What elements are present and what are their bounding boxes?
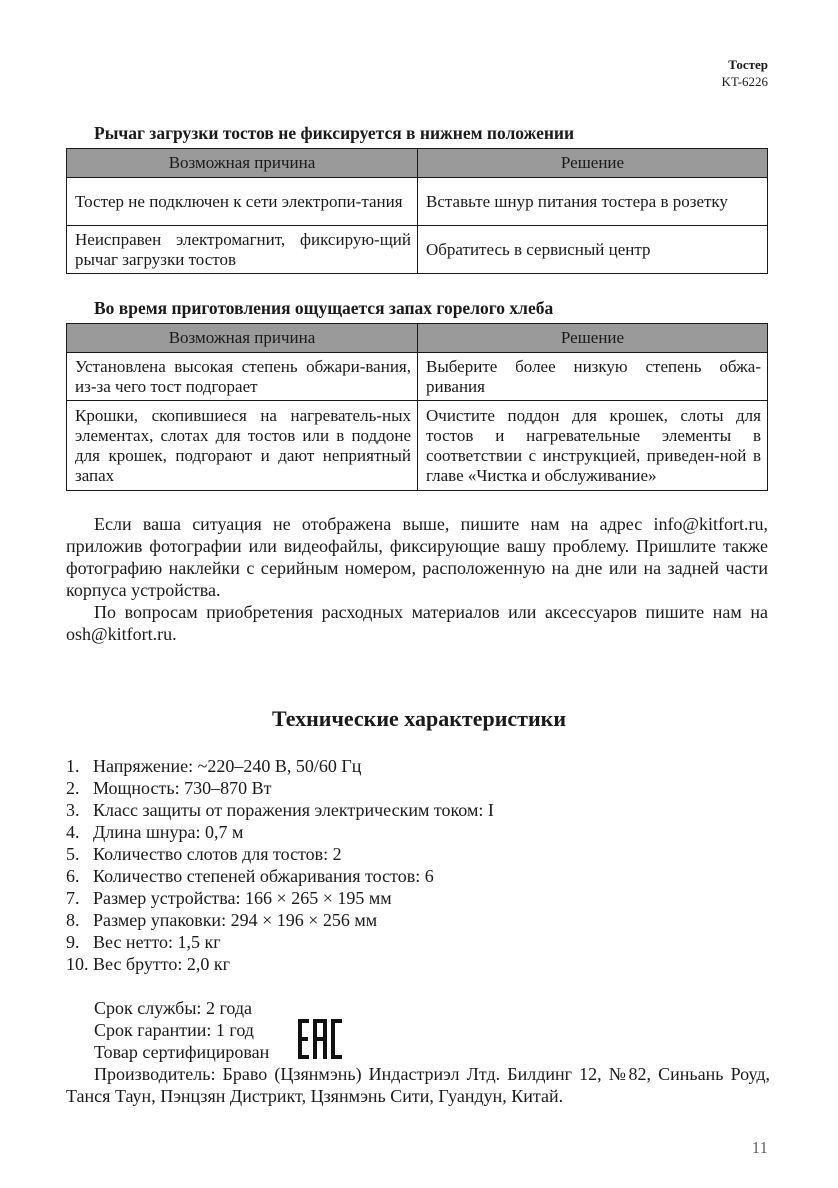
spec-item-text: Количество степеней обжаривания тостов: 6 [93, 866, 434, 886]
spec-item-number: 1. [66, 756, 80, 776]
table-row [67, 401, 768, 491]
spec-item-number: 8. [66, 910, 80, 930]
section-title-lever: Рычаг загрузки тостов не фиксируется в нижнем положении [94, 123, 575, 143]
spec-item [66, 931, 494, 953]
contact-text: Если ваша ситуация не отображена выше, пишите нам на адрес info@kitfort.ru, приложив фотографии или видеофайлы, фиксирующие вашу проблему. Пришлите также фотографию наклейки с серийным номером, расположенную на дне или на задней части корпуса устройства. [66, 514, 768, 600]
solution-cell: Вставьте шнур питания тостера в розетку [418, 178, 768, 226]
spec-item [66, 799, 494, 821]
product-name: Тостер [728, 57, 768, 72]
troubleshooting-table-smell [66, 323, 768, 491]
solution-cell: Выберите более низкую степень обжа-ривания [418, 353, 768, 401]
cause-cell: Тостер не подключен к сети электропи-тания [67, 178, 418, 226]
spec-item [66, 777, 494, 799]
spec-item [66, 953, 494, 975]
model-number: KT-6226 [721, 74, 768, 89]
spec-item-text: Напряжение: ~220–240 В, 50/60 Гц [93, 756, 362, 776]
page-header [722, 56, 768, 90]
spec-item-text: Класс защиты от поражения электрическим током: I [93, 800, 494, 820]
spec-item [66, 865, 494, 887]
spec-item-text: Вес брутто: 2,0 кг [93, 954, 230, 974]
table-row [67, 226, 768, 274]
table-header-row [67, 149, 768, 178]
eac-certification-icon [298, 1019, 342, 1059]
column-header-solution: Решение [418, 324, 768, 353]
spec-item-number: 2. [66, 778, 80, 798]
spec-item-text: Длина шнура: 0,7 м [93, 822, 244, 842]
cause-cell: Установлена высокая степень обжари-вания, из-за чего тост подгорает [67, 353, 418, 401]
spec-item-text: Размер устройства: 166 × 265 × 195 мм [93, 888, 392, 908]
service-life: Срок службы: 2 года [94, 998, 253, 1018]
accessories-text: По вопросам приобретения расходных материалов или аксессуаров пишите нам на osh@kitfort.ru. [66, 602, 768, 644]
spec-item-number: 6. [66, 866, 80, 886]
certification-text: Товар сертифицирован [94, 1042, 270, 1062]
accessories-paragraph [66, 601, 768, 645]
table-row [67, 353, 768, 401]
spec-item [66, 909, 494, 931]
spec-item-text: Вес нетто: 1,5 кг [93, 932, 221, 952]
specs-list [66, 755, 494, 975]
troubleshooting-table-lever [66, 148, 768, 274]
cause-cell: Неисправен электромагнит, фиксирую-щий рычаг загрузки тостов [67, 226, 418, 274]
column-header-cause: Возможная причина [67, 324, 418, 353]
spec-item-number: 10. [66, 954, 89, 974]
spec-item-number: 7. [66, 888, 80, 908]
cause-cell: Крошки, скопившиеся на нагреватель-ных элементах, слотах для тостов или в поддоне для крошек, подгорают и дают неприятный запах [67, 401, 418, 491]
specs-title: Технические характеристики [271, 706, 567, 731]
solution-cell: Обратитесь в сервисный центр [418, 226, 768, 274]
solution-cell: Очистите поддон для крошек, слоты для тостов и нагревательные элементы в соответствии с инструкцией, приведен-ной в главе «Чистка и обслуживание» [418, 401, 768, 491]
table-row [67, 178, 768, 226]
spec-item-text: Количество слотов для тостов: 2 [93, 844, 342, 864]
spec-item-text: Мощность: 730–870 Вт [93, 778, 272, 798]
spec-item [66, 843, 494, 865]
table-header-row [67, 324, 768, 353]
manufacturer-info [66, 1063, 770, 1107]
spec-item [66, 755, 494, 777]
spec-item-number: 9. [66, 932, 80, 952]
spec-item-text: Размер упаковки: 294 × 196 × 256 мм [93, 910, 378, 930]
contact-paragraph [66, 513, 768, 601]
spec-item-number: 3. [66, 800, 80, 820]
column-header-solution: Решение [418, 149, 768, 178]
spec-item [66, 887, 494, 909]
column-header-cause: Возможная причина [67, 149, 418, 178]
spec-item [66, 821, 494, 843]
spec-item-number: 5. [66, 844, 80, 864]
spec-item-number: 4. [66, 822, 80, 842]
page-number: 11 [751, 1138, 768, 1157]
warranty-period: Срок гарантии: 1 год [94, 1020, 254, 1040]
manufacturer-text: Производитель: Браво (Цзянмэнь) Индастриэл Лтд. Билдинг 12, №82, Синьань Роуд, Танся Таун, Пэнцзян Дистрикт, Цзянмэнь Сити, Гуандун, Китай. [66, 1064, 770, 1106]
section-title-burnt-smell: Во время приготовления ощущается запах горелого хлеба [94, 298, 554, 318]
